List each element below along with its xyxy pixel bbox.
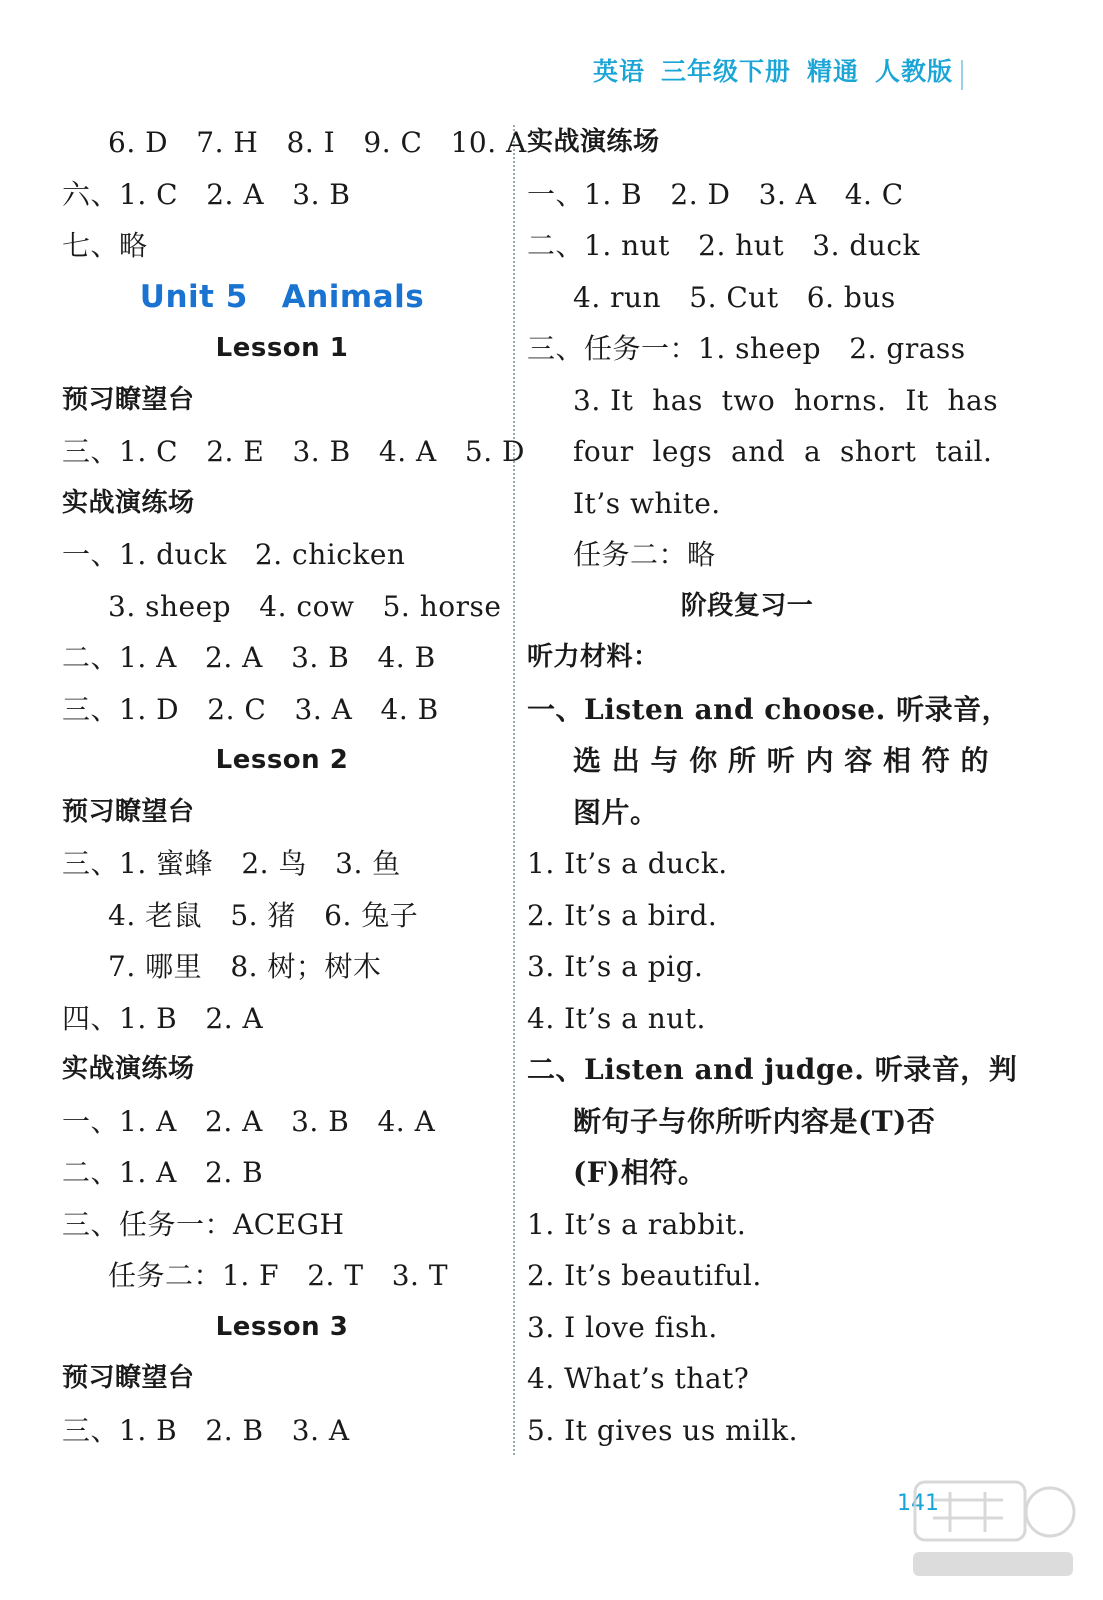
answer-line: 三、1. 蜜蜂 2. 鸟 3. 鱼 (62, 847, 401, 880)
review-title: 阶段复习一 (680, 590, 814, 621)
question-instruction: 断句子与你所听内容是(T)否 (573, 1104, 936, 1138)
answer-line: 三、任务一：ACEGH (62, 1207, 345, 1241)
section-heading: 预习瞭望台 (62, 1363, 195, 1393)
answer-line: 三、任务一：1. sheep 2. grass (527, 332, 966, 365)
lesson-title: Lesson 3 (215, 1311, 349, 1342)
answer-line: 三、1. D 2. C 3. A 4. B (62, 692, 439, 726)
answer-line: 6. D 7. H 8. I 9. C 10. A (108, 126, 527, 159)
right-column (527, 117, 1018, 1456)
watermark-logo-icon (905, 1470, 1080, 1585)
section-heading: 实战演练场 (527, 127, 660, 157)
script-line: 2. It’s a bird. (527, 898, 718, 932)
lesson-title: Lesson 1 (215, 333, 349, 363)
answer-line: 任务二：略 (573, 538, 716, 571)
section-heading: 预习瞭望台 (62, 384, 195, 415)
answer-line: 二、1. nut 2. hut 3. duck (527, 229, 920, 262)
question-instruction: 二、Listen and judge. 听录音，判 (527, 1053, 1018, 1086)
script-line: 4. What’s that? (527, 1362, 750, 1395)
column-divider (513, 125, 515, 1455)
answer-line: 一、1. duck 2. chicken (62, 538, 406, 571)
script-line: 5. It gives us milk. (527, 1413, 798, 1447)
section-heading: 实战演练场 (62, 1054, 195, 1084)
script-line: 1. It’s a rabbit. (527, 1207, 747, 1241)
page-header (577, 52, 953, 88)
answer-line: It’s white. (573, 486, 721, 520)
answer-line: 三、1. B 2. B 3. A (62, 1413, 350, 1447)
unit-title: Unit 5 Animals (139, 278, 425, 315)
answer-line: 二、1. A 2. A 3. B 4. B (62, 641, 436, 674)
answer-line: 二、1. A 2. B (62, 1156, 264, 1189)
section-heading: 听力材料： (527, 642, 660, 672)
lesson-title: Lesson 2 (215, 745, 349, 775)
script-line: 4. It’s a nut. (527, 1001, 706, 1035)
header-grade: 三年级下册 (660, 57, 791, 86)
answer-line: 一、1. B 2. D 3. A 4. C (527, 177, 904, 211)
answer-line: four legs and a short tail. (573, 435, 993, 468)
answer-line: 六、1. C 2. A 3. B (62, 177, 351, 211)
answer-line: 三、1. C 2. E 3. B 4. A 5. D (62, 435, 525, 468)
left-column (62, 117, 527, 1456)
page-number: 141 (897, 1491, 939, 1516)
question-instruction: 选 出 与 你 所 听 内 容 相 符 的 (573, 744, 989, 777)
section-heading: 预习瞭望台 (62, 796, 195, 827)
header-edition: 人教版 (874, 57, 953, 86)
script-line: 2. It’s beautiful. (527, 1259, 762, 1292)
script-line: 3. I love fish. (527, 1310, 718, 1344)
answer-line: 3. It has two horns. It has (573, 383, 999, 417)
script-line: 3. It’s a pig. (527, 950, 704, 983)
header-series: 精通 (806, 57, 859, 86)
answer-line: 四、1. B 2. A (62, 1001, 264, 1035)
answer-line: 7. 哪里 8. 树；树木 (108, 950, 382, 983)
script-line: 1. It’s a duck. (527, 847, 728, 880)
question-instruction: 图片。 (573, 795, 659, 829)
answer-line: 4. 老鼠 5. 猪 6. 兔子 (108, 898, 419, 932)
answer-line: 七、略 (62, 229, 148, 262)
section-heading: 实战演练场 (62, 487, 195, 518)
question-instruction: 一、Listen and choose. 听录音， (527, 692, 1011, 726)
question-instruction: (F)相符。 (573, 1156, 707, 1189)
answer-line: 3. sheep 4. cow 5. horse (108, 589, 502, 623)
answer-line: 一、1. A 2. A 3. B 4. A (62, 1104, 436, 1138)
header-divider (961, 60, 963, 90)
answer-line: 4. run 5. Cut 6. bus (573, 280, 896, 314)
header-subject: 英语 (592, 57, 645, 86)
answer-line: 任务二：1. F 2. T 3. T (108, 1259, 449, 1292)
